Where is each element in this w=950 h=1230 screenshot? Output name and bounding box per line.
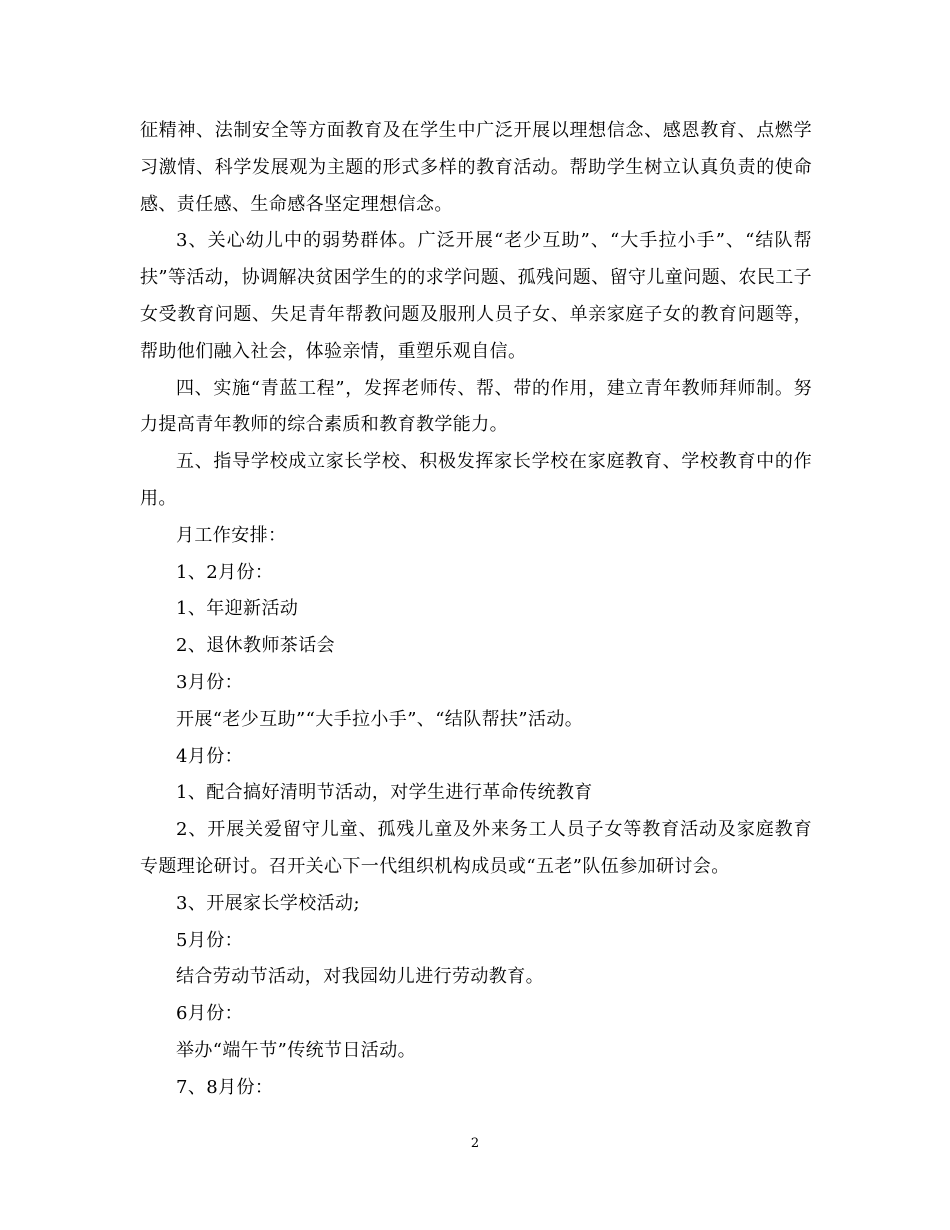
list-item: 1、配合搞好清明节活动，对学生进行革命传统教育	[176, 782, 593, 804]
month-heading-april: 4月份：	[176, 745, 244, 767]
month-heading-june: 6月份：	[176, 1003, 244, 1025]
paragraph-vulnerable-groups: 3、关心幼儿中的弱势群体。广泛开展“老少互助”、“大手拉小手”、“结队帮扶”等活动，协调解决贫困学生的的求学问题、孤残问题、留守儿童问题、农民工子女受教育问题、失足青年帮教问题及服刑人员子女、单亲家庭子女的教育问题等，帮助他们融入社会，体验亲情，重塑乐观自信。	[140, 230, 812, 362]
paragraph-parent-school: 五、指导学校成立家长学校、积极发挥家长学校在家庭教育、学校教育中的作用。	[140, 451, 812, 509]
list-item: 开展“老少互助”“大手拉小手”、“结队帮扶”活动。	[176, 708, 584, 730]
paragraph-continued: 征精神、法制安全等方面教育及在学生中广泛开展以理想信念、感恩教育、点燃学习激情、科学发展观为主题的形式多样的教育活动。帮助学生树立认真负责的使命感、责任感、生命感各坚定理想信念。	[140, 120, 812, 215]
list-item: 结合劳动节活动，对我园幼儿进行劳动教育。	[176, 966, 544, 988]
heading-monthly-schedule: 月工作安排：	[176, 524, 287, 546]
list-item: 2、开展关爱留守儿童、孤残儿童及外来务工人员子女等教育活动及家庭教育专题理论研讨。召开关心下一代组织机构成员或“五老”队伍参加研讨会。	[140, 819, 812, 877]
list-item: 1、年迎新活动	[176, 598, 299, 620]
page-number: 2	[470, 1136, 480, 1151]
list-item: 3、开展家长学校活动;	[176, 892, 360, 914]
list-item: 举办“端午节”传统节日活动。	[176, 1039, 417, 1061]
month-heading-march: 3月份：	[176, 671, 244, 693]
month-heading-may: 5月份：	[176, 929, 244, 951]
month-heading-jan-feb: 1、2月份：	[176, 561, 274, 583]
month-heading-july-aug: 7、8月份：	[176, 1076, 274, 1098]
list-item: 2、退休教师茶话会	[176, 635, 336, 657]
page-body	[140, 113, 812, 1107]
paragraph-qinglan-project: 四、实施“青蓝工程”，发挥老师传、帮、带的作用，建立青年教师拜师制。努力提高青年教师的综合素质和教育教学能力。	[140, 377, 812, 436]
